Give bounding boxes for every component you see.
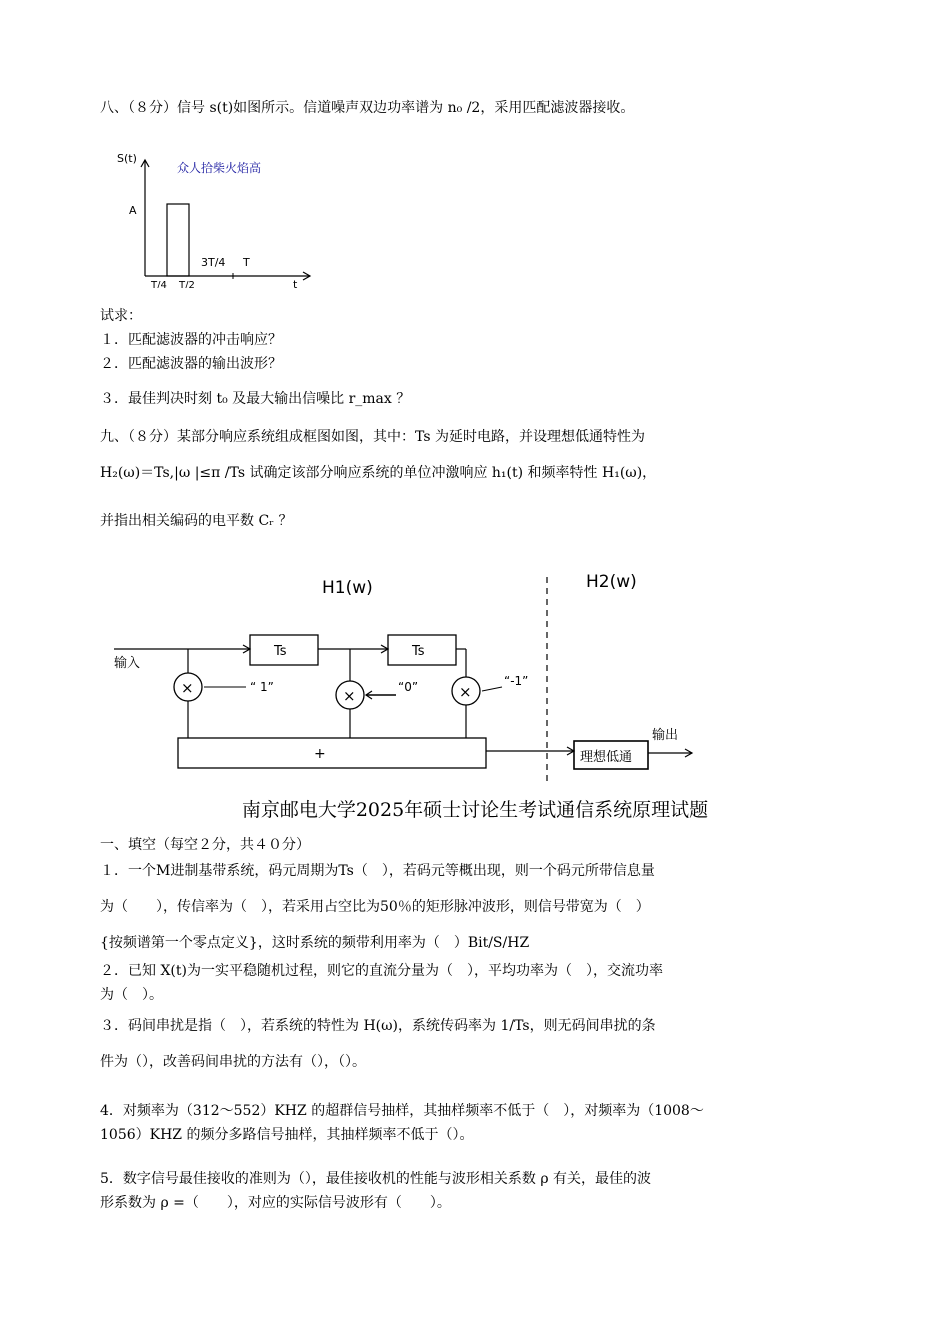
q3-line-1: ３．码间串扰是指（ ），若系统的特性为 H(ω)，系统传码率为 1/Ts，则无码间串扰的条 xyxy=(100,1018,656,1034)
h2-label: H2(w) xyxy=(586,572,637,592)
lpf-label: 理想低通 xyxy=(580,750,633,765)
coef-3: “-1” xyxy=(504,674,529,688)
y-axis-label: S(t) xyxy=(117,152,137,165)
q2-line-2: 为（ ）。 xyxy=(100,987,163,1003)
q4-line-2: 1056）KHZ 的频分多路信号抽样，其抽样频率不低于（）。 xyxy=(100,1127,474,1143)
q8-item-2: ２．匹配滤波器的输出波形？ xyxy=(100,356,282,372)
signal-figure xyxy=(105,148,325,288)
q9-line-1: 九、（８分）某部分响应系统组成框图如图，其中：Ts 为延时电路，并设理想低通特性为 xyxy=(100,429,645,445)
tick-t2: T/2 xyxy=(179,280,195,288)
multiplier-3-symbol: × xyxy=(459,683,472,701)
q1-line-2: 为（ ），传信率为（ ），若采用占空比为50％的矩形脉冲波形，则信号带宽为（ ） xyxy=(100,899,650,915)
q1-line-3: {按频谱第一个零点定义}，这时系统的频带利用率为（ ）Bit/S/HZ xyxy=(100,935,530,951)
q9-line-2: H₂(ω)＝Ts,|ω |≤π /Ts 试确定该部分响应系统的单位冲激响应 h₁(t) 和频率特性 H₁(ω)， xyxy=(100,465,657,481)
q9-line-3: 并指出相关编码的电平数 Cᵣ ？ xyxy=(100,513,293,529)
watermark-text: 众人拾柴火焰高 xyxy=(177,161,262,175)
amplitude-label: A xyxy=(129,204,137,217)
x-axis-label: t xyxy=(293,278,298,288)
q1-line-1: １．一个M进制基带系统，码元周期为Ts（ ），若码元等概出现，则一个码元所带信息量 xyxy=(100,863,655,879)
coef-2: “0” xyxy=(398,680,419,694)
h1-label: H1(w) xyxy=(322,578,373,598)
q8-heading: 八、（８分）信号 s(t)如图所示。信道噪声双边功率谱为 n₀ /2，采用匹配滤波器接收。 xyxy=(100,100,635,116)
q4-line-1: 4．对频率为（312～552）KHZ 的超群信号抽样，其抽样频率不低于（ ），对频率为（1008～ xyxy=(100,1103,704,1119)
adder-symbol: + xyxy=(314,746,326,762)
q2-line-1: ２．已知 X(t)为一实平稳随机过程，则它的直流分量为（ ），平均功率为（ ），交流功率 xyxy=(100,963,663,979)
q5-line-1: 5．数字信号最佳接收的准则为（），最佳接收机的性能与波形相关系数 ρ 有关，最佳的波 xyxy=(100,1171,652,1187)
q8-ask: 试求： xyxy=(100,308,142,324)
multiplier-1-symbol: × xyxy=(181,679,194,697)
coef-1: “ 1” xyxy=(250,680,274,694)
tick-t: T xyxy=(243,256,250,269)
input-label: 输入 xyxy=(114,656,141,671)
output-label: 输出 xyxy=(652,728,679,743)
q5-line-2: 形系数为 ρ =（ ），对应的实际信号波形有（ ）。 xyxy=(100,1195,451,1211)
block-diagram xyxy=(100,565,720,790)
section-1-heading: 一、填空（每空２分，共４０分） xyxy=(100,837,310,853)
q8-item-3: ３．最佳判决时刻 t₀ 及最大输出信噪比 r_max ？ xyxy=(100,391,411,407)
q3-line-2: 件为（），改善码间串扰的方法有（），（）。 xyxy=(100,1054,366,1070)
exam-title: 南京邮电大学2025年硕士讨论生考试通信系统原理试题 xyxy=(241,799,709,821)
tick-t4: T/4 xyxy=(151,280,167,288)
delay-1: Ts xyxy=(274,644,287,659)
delay-2: Ts xyxy=(412,644,425,659)
q8-item-1: １．匹配滤波器的冲击响应？ xyxy=(100,332,282,348)
tick-3t4: 3T/4 xyxy=(201,256,226,269)
multiplier-2-symbol: × xyxy=(343,687,356,705)
